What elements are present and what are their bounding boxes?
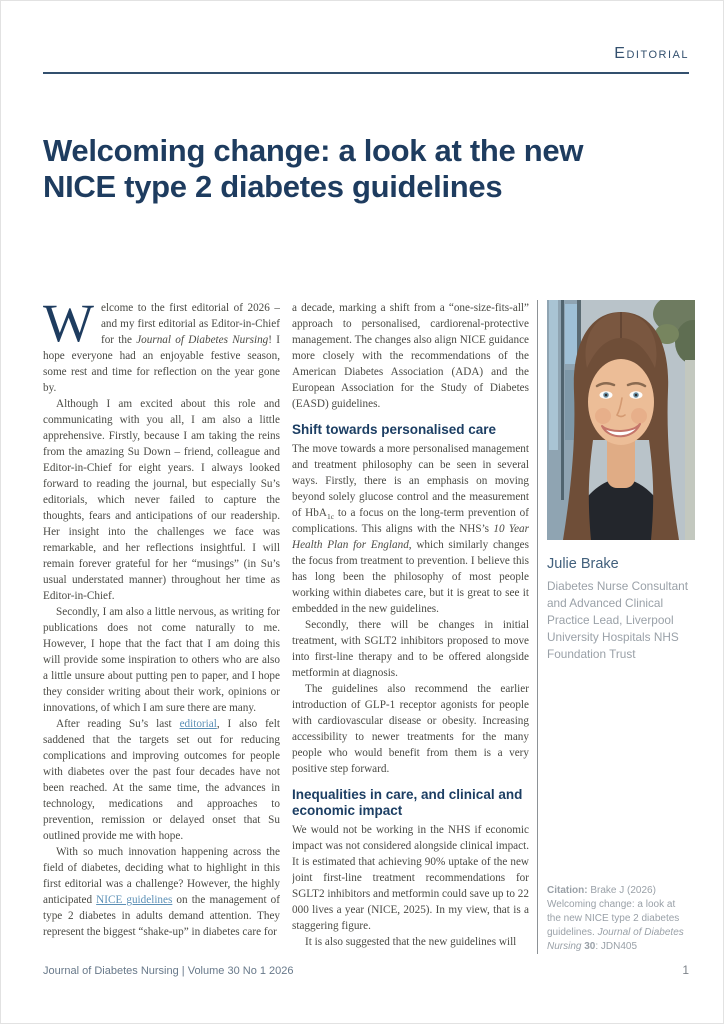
body-paragraph — [43, 300, 280, 396]
body-paragraph — [292, 822, 529, 934]
text-run: The move towards a more personalised management and treatment philosophy can be seen in several ways. Firstly, there is an emphasis on moving beyond solely glucose control and the measurement of HbA — [292, 442, 529, 519]
text-run: 10 Year Health Plan for England — [292, 522, 529, 551]
section-kicker: Editorial — [614, 45, 689, 62]
article-body — [43, 300, 689, 954]
text-run: , I also felt saddened that the targets set out for reducing complications and improving outcomes for people with diabetes over the past four decades have not been reached. At the same time, the advances in technology, medications and approaches to prevention, remission or delayed onset that Su outlined provide me with hope. — [43, 718, 280, 842]
text-run: elcome to the first editorial of 2026 – and my first editorial as Editor-in-Chief for the — [100, 302, 280, 346]
text-run: , which similarly changes the focus from treatment to prevention. I believe this has long been the philosophy of most people working within diabetes care, but it is great to see it embedded in the new guidelines. — [292, 538, 529, 615]
text-run: We would not be working in the NHS if economic impact was not considered alongside clinical impact. It is estimated that achieving 90% uptake of the new joint first-line treatment recommendations for SGLT2 inhibitors and metformin could save up to 22 000 lives a year (NICE, 2025). In my view, that is a staggering figure. — [292, 823, 529, 932]
text-run: 30 — [584, 941, 596, 952]
body-paragraph — [292, 617, 529, 681]
inline-link[interactable]: NICE guidelines — [96, 894, 173, 906]
author-name: Julie Brake — [547, 556, 619, 572]
text-column-1 — [43, 300, 280, 954]
body-paragraph — [292, 300, 529, 412]
text-run: a decade, marking a shift from a “one-size-fits-all” approach to personalised, cardiorenal-protective management. The changes also align NICE guidance more closely with the recommendations of the American Diabetes Association (ADA) and the European Association for the Study of Diabetes (EASD) guidelines. — [292, 302, 529, 410]
body-paragraph — [43, 396, 280, 604]
text-run: After reading Su’s last — [56, 718, 180, 730]
body-paragraph — [292, 934, 529, 950]
column-divider — [537, 300, 538, 954]
text-run: Citation: — [547, 885, 588, 896]
citation — [547, 884, 689, 954]
author-sidebar — [547, 300, 689, 954]
article-title: Welcoming change: a look at the new NICE type 2 diabetes guidelines — [43, 133, 584, 204]
text-run: Although I am excited about this role and communicating with you all, I am also a little apprehensive. Firstly, because I am taking the reins from the amazing Su Down – friend, colleague and Editor-in-Chief for eight years. I always looked forward to reading the journal, but especially Su’s editorials, which never failed to capture the thoughts, fears and anticipations of our readership. Her insight into the challenges we face was remarkable, and her reflections insightful. I will remain forever grateful for her “musings” (in Su’s usual understated manner) throughout her time as Editor-in-Chief. — [43, 398, 280, 602]
text-run: ! I hope everyone had an enjoyable festive season, some rest and time for reflection on the year gone by. — [43, 334, 280, 394]
text-run: Brake J (2026) Welcoming change: a look at the new NICE type 2 diabetes guidelines. — [547, 885, 680, 938]
text-column-2 — [292, 300, 529, 954]
text-run: Secondly, I am also a little nervous, as writing for publications does not come naturally to me. However, I hope that the fact that I am doing this will provide some inspiration to others who are also a little unsure about putting pen to paper, and I hope they consider writing about their work, opinions or innovations, of which I am sure there are many. — [43, 606, 280, 714]
author-photo — [547, 300, 695, 540]
text-run: on the management of type 2 diabetes in adults demand attention. They represent the biggest “shake-up” in diabetes care for — [43, 894, 280, 938]
inline-link[interactable]: editorial — [179, 718, 217, 730]
text-run: 1c — [326, 512, 335, 522]
text-run: It is also suggested that the new guidelines will — [305, 935, 517, 948]
text-run: The guidelines also recommend the earlier introduction of GLP-1 receptor agonists for people with cardiovascular disease or obesity. Increasing accessibility to newer treatments for the many people who would benefit from them is a very positive step forward. — [292, 682, 529, 775]
drop-cap: W — [43, 300, 94, 353]
body-paragraph — [43, 716, 280, 844]
body-paragraph — [292, 441, 529, 617]
text-run: to a focus on the long-term prevention of complications. This aligns with the NHS’s — [292, 506, 529, 535]
page-number: 1 — [682, 963, 689, 977]
author-role: Diabetes Nurse Consultant and Advanced Clinical Practice Lead, Liverpool University Hospitals NHS Foundation Trust — [547, 579, 688, 661]
section-heading: Inequalities in care, and clinical and economic impact — [292, 786, 523, 818]
author-portrait-illustration — [547, 300, 695, 540]
header-rule — [43, 72, 689, 74]
page-footer — [43, 963, 689, 977]
journal-volume-line: Journal of Diabetes Nursing | Volume 30 No 1 2026 — [43, 965, 294, 977]
text-run: Journal of Diabetes Nursing — [136, 334, 269, 346]
text-run: Journal of Diabetes Nursing — [547, 927, 684, 952]
text-run: Secondly, there will be changes in initial treatment, with SGLT2 inhibitors proposed to move into first-line therapy and to be offered alongside metformin at diagnosis. — [292, 618, 529, 679]
text-run: : JDN405 — [595, 941, 638, 952]
section-heading: Shift towards personalised care — [292, 422, 497, 437]
body-paragraph — [43, 604, 280, 716]
body-paragraph — [292, 681, 529, 777]
text-run: With so much innovation happening across the field of diabetes, deciding what to highlight in this first editorial was a challenge? However, the highly anticipated — [43, 846, 280, 906]
body-paragraph — [43, 844, 280, 940]
